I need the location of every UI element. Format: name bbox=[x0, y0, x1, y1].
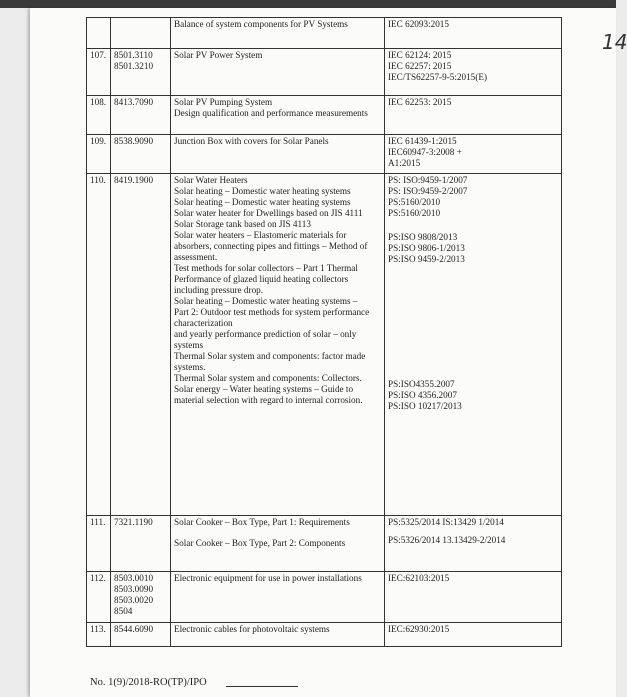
description-cell bbox=[171, 18, 385, 49]
description-line: Thermal Solar system and components: factor made systems. bbox=[174, 351, 368, 372]
description-line: Junction Box with covers for Solar Panels bbox=[174, 136, 329, 146]
description-line: Electronic equipment for use in power installations bbox=[174, 573, 362, 583]
description-line: Solar heating – Domestic water heating systems bbox=[174, 186, 351, 196]
standard-line: IEC/TS62257-9-5:2015(E) bbox=[388, 72, 488, 82]
hs-code-cell bbox=[111, 18, 171, 49]
standard-cell bbox=[385, 516, 562, 572]
standard-line: PS:ISO 9808/2013 bbox=[388, 232, 458, 242]
table-row bbox=[87, 623, 562, 647]
description-line: Test methods for solar collectors – Part 1 Thermal bbox=[174, 263, 358, 273]
description-cell bbox=[171, 135, 385, 174]
description-line: Solar PV Power System bbox=[174, 50, 263, 60]
description-line: Solar Storage tank based on JIS 4113 bbox=[174, 219, 311, 229]
serial-number-cell bbox=[87, 174, 111, 516]
standard-cell bbox=[385, 96, 562, 135]
hs-code-cell bbox=[111, 572, 171, 623]
hs-code-cell bbox=[111, 96, 171, 135]
standard-line: PS:ISO 4356.2007 bbox=[388, 390, 457, 400]
description-line: Solar Cooker – Box Type, Part 1: Requirements bbox=[174, 517, 350, 527]
description-line: Solar PV Pumping System bbox=[174, 97, 273, 107]
description-line: Thermal Solar system and components: Collectors. bbox=[174, 373, 362, 383]
hs-code: 7321.1190 bbox=[114, 517, 153, 527]
document-reference: No. 1(9)/2018-RO(TP)/IPO bbox=[90, 677, 207, 688]
standards-table bbox=[86, 17, 562, 647]
hs-code-cell bbox=[111, 135, 171, 174]
hs-code: 8413.7090 bbox=[114, 97, 154, 107]
description-cell bbox=[171, 174, 385, 516]
serial-number: 108. bbox=[90, 97, 107, 107]
serial-number: 112. bbox=[90, 573, 106, 583]
hs-code: 8501.3110 bbox=[114, 50, 153, 60]
hs-code: 8501.3210 bbox=[114, 61, 154, 71]
hs-code-cell bbox=[111, 623, 171, 647]
description-cell bbox=[171, 96, 385, 135]
standard-line: PS:ISO4355.2007 bbox=[388, 379, 455, 389]
hs-code: 8419.1900 bbox=[114, 175, 154, 185]
description-line: Solar Water Heaters bbox=[174, 175, 248, 185]
description-line: Solar heating – Domestic water heating systems – bbox=[174, 296, 358, 306]
standard-line: IEC:62103:2015 bbox=[388, 573, 450, 583]
hs-code: 8503.0010 bbox=[114, 573, 154, 583]
standard-cell bbox=[385, 623, 562, 647]
table-row bbox=[87, 516, 562, 572]
hs-code: 8538.9090 bbox=[114, 136, 154, 146]
hs-code: 8503.0020 bbox=[114, 595, 154, 605]
hs-code: 8544.6090 bbox=[114, 624, 154, 634]
standard-cell bbox=[385, 18, 562, 49]
serial-number: 113. bbox=[90, 624, 106, 634]
serial-number: 110. bbox=[90, 175, 106, 185]
serial-number-cell bbox=[87, 623, 111, 647]
hs-code-cell bbox=[111, 516, 171, 572]
description-line: Solar water heaters – Elastomeric materials for absorbers, connecting pipes and fittings – Method of assessment. bbox=[174, 230, 370, 262]
standard-line: PS: ISO:9459-1/2007 bbox=[388, 175, 468, 185]
table-row bbox=[87, 96, 562, 135]
standard-line: A1:2015 bbox=[388, 158, 421, 168]
serial-number: 111. bbox=[90, 517, 106, 527]
serial-number-cell bbox=[87, 572, 111, 623]
table-row bbox=[87, 135, 562, 174]
description-line: Design qualification and performance measurements bbox=[174, 108, 368, 118]
standard-line: PS:5160/2010 bbox=[388, 208, 441, 218]
standard-cell bbox=[385, 572, 562, 623]
standard-line: IEC 61439-1:2015 bbox=[388, 136, 457, 146]
description-line: Solar heating – Domestic water heating systems bbox=[174, 197, 351, 207]
standard-line: IEC 62253: 2015 bbox=[388, 97, 452, 107]
standard-cell bbox=[385, 135, 562, 174]
standard-line: IEC 62257: 2015 bbox=[388, 61, 452, 71]
description-cell bbox=[171, 572, 385, 623]
standard-line: IEC:62930:2015 bbox=[388, 624, 450, 634]
description-line: Performance of glazed liquid heating collectors including pressure drop. bbox=[174, 274, 351, 295]
page-number: 14 bbox=[602, 30, 627, 54]
standard-cell bbox=[385, 49, 562, 96]
serial-number-cell bbox=[87, 18, 111, 49]
description-line: Solar water heater for Dwellings based on JIS 4111 bbox=[174, 208, 363, 218]
table-row bbox=[87, 572, 562, 623]
description-cell bbox=[171, 49, 385, 96]
standard-line: PS:ISO 9459-2/2013 bbox=[388, 254, 465, 264]
standard-line: PS: ISO:9459-2/2007 bbox=[388, 186, 468, 196]
description-cell bbox=[171, 623, 385, 647]
table-row bbox=[87, 18, 562, 49]
serial-number-cell bbox=[87, 49, 111, 96]
serial-number: 107. bbox=[90, 50, 107, 60]
serial-number: 109. bbox=[90, 136, 107, 146]
standard-line: PS:ISO 9806-1/2013 bbox=[388, 243, 465, 253]
hs-code-cell bbox=[111, 174, 171, 516]
description-line: and yearly performance prediction of solar – only systems bbox=[174, 329, 359, 350]
hs-code: 8504 bbox=[114, 606, 133, 616]
hs-code: 8503.0090 bbox=[114, 584, 154, 594]
standard-cell bbox=[385, 174, 562, 516]
standard-line: IEC 62093:2015 bbox=[388, 19, 449, 29]
description-cell bbox=[171, 516, 385, 572]
standard-line: IEC60947-3:2008 + bbox=[388, 147, 462, 157]
standard-line: IEC 62124: 2015 bbox=[388, 50, 452, 60]
footer-underline bbox=[226, 686, 298, 687]
description-line: Solar Cooker – Box Type, Part 2: Components bbox=[174, 538, 346, 548]
description-line: Part 2: Outdoor test methods for system performance characterization bbox=[174, 307, 372, 328]
standard-line: PS:5160/2010 bbox=[388, 197, 441, 207]
standard-line: PS:5325/2014 IS:13429 1/2014 bbox=[388, 517, 504, 527]
description-line: Solar energy – Water heating systems – Guide to material selection with regard to internal corrosion. bbox=[174, 384, 363, 405]
window-top-bar bbox=[0, 0, 616, 8]
description-line: Balance of system components for PV Systems bbox=[174, 19, 348, 29]
table-row bbox=[87, 49, 562, 96]
standard-line: PS:ISO 10217/2013 bbox=[388, 401, 462, 411]
serial-number-cell bbox=[87, 96, 111, 135]
serial-number-cell bbox=[87, 135, 111, 174]
standard-line: PS:5326/2014 13.13429-2/2014 bbox=[388, 535, 506, 545]
description-line: Electronic cables for photovoltaic systems bbox=[174, 624, 330, 634]
table-row bbox=[87, 174, 562, 516]
serial-number-cell bbox=[87, 516, 111, 572]
hs-code-cell bbox=[111, 49, 171, 96]
